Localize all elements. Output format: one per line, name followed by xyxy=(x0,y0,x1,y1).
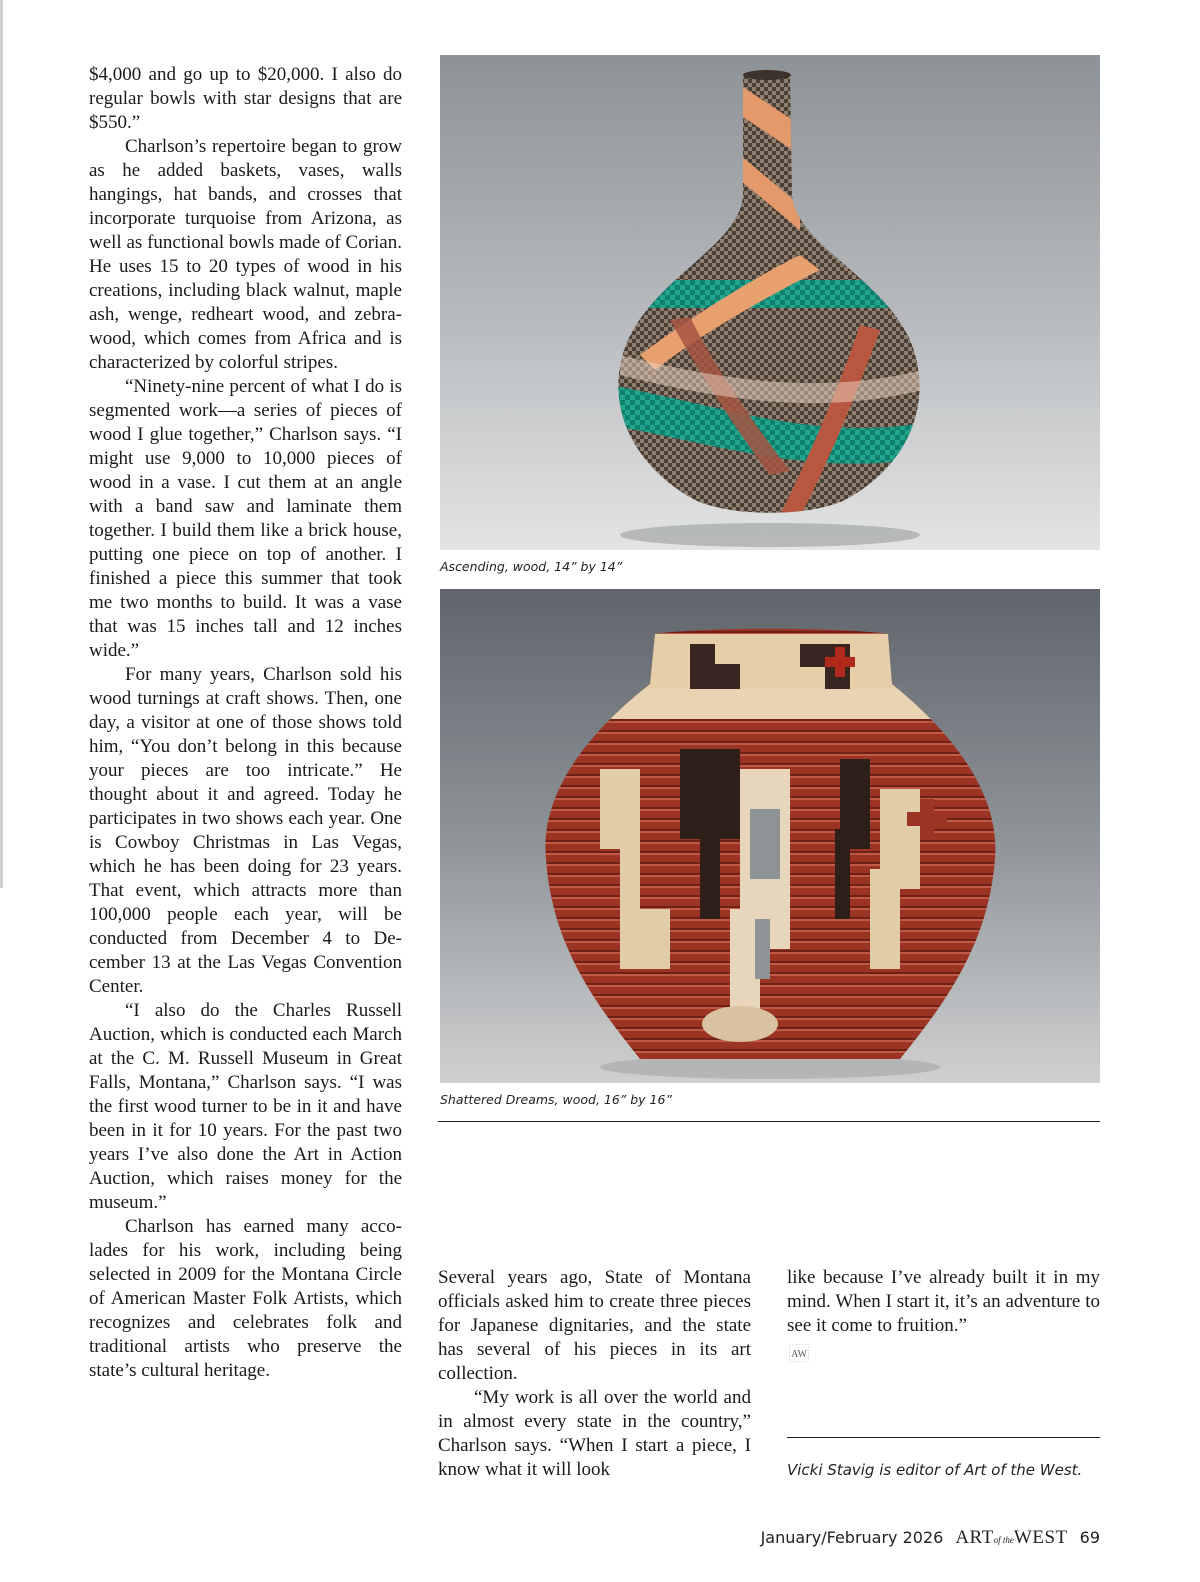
magazine-name-part: of the xyxy=(993,1535,1014,1545)
paragraph: Charlson’s repertoire began to grow as he added baskets, vases, walls hangings, hat bands, and crosses that incorporate turquoise from Arizona, as well as functional bowls made of Corian. He uses 15 to 20 types of wood in his creations, including black walnut, maple ash, wenge, redheart wood, and zebrawood, which comes from Africa and is characterized by colorful stripes. xyxy=(89,136,402,373)
paragraph: “I also do the Charles Russell Auction, which is conducted each March at the C. M. Russell Museum in Great Falls, Montana,” Charlson says. “I was the first wood turner to be in it and have been in it for 10 years. For the past two years I’ve also done the Art in Action Auction, which raises money for the museum.” xyxy=(89,1000,402,1213)
svg-text:AW: AW xyxy=(791,1349,807,1360)
page-edge xyxy=(0,0,3,888)
paragraph: “Ninety-nine percent of what I do is segmented work—a series of pieces of wood I glue together,” Charlson says. “I might use 9,000 to 10,000 pieces of wood in a vase. I cut them at an angle with a band saw and laminate them together. I build them like a brick house, putting one piece on top of another. I finished a piece this summer that took me two months to build. It was a vase that was 15 inches tall and 12 inches wide.” xyxy=(89,376,402,661)
paragraph: For many years, Charlson sold his wood turnings at craft shows. Then, one day, a visitor at one of those shows told him, “You don’t belong in this because your pieces are too intricate.” He thought about it and agreed. Today he participates in two shows each year. One is Cowboy Christmas in Las Vegas, which he has been doing for 23 years. That event, which attracts more than 100,000 people each year, will be conducted from December 4 to December 13 at the Las Vegas Convention Center. xyxy=(89,664,402,997)
author-byline: Vicki Stavig is editor of Art of the West. xyxy=(787,1461,1083,1479)
issue-date: January/February 2026 xyxy=(760,1528,944,1547)
paragraph: $4,000 and go up to $20,000. I also do regular bowls with star designs that are $550.” xyxy=(89,64,402,133)
page-footer xyxy=(761,1527,1100,1549)
paragraph: Several years ago, State of Montana officials asked him to create three pieces for Japanese dignitaries, and the state has several of his pieces in its art collection. xyxy=(438,1267,751,1384)
photo-caption: Shattered Dreams, wood, 16” by 16” xyxy=(440,1092,672,1107)
byline-divider xyxy=(787,1437,1100,1438)
article-column-2 xyxy=(438,1266,751,1482)
end-mark-icon xyxy=(789,1344,809,1362)
photo-ascending-vase xyxy=(440,55,1100,550)
magazine-name-part: ART xyxy=(955,1527,994,1548)
paragraph: like because I’ve already built it in my mind. When I start it, it’s an adventure to see it come to fruition.” xyxy=(787,1267,1100,1336)
paragraph: Charlson has earned many accolades for his work, including being selected in 2009 for the Montana Circle of American Master Folk Artists, which recognizes and celebrates folk and traditional artists who preserve the state’s cultural heritage. xyxy=(89,1216,402,1381)
photo-shattered-dreams-vessel xyxy=(440,589,1100,1083)
paragraph: “My work is all over the world and in almost every state in the country,” Charlson says. “When I start a piece, I know what it will look xyxy=(438,1387,751,1480)
section-divider xyxy=(438,1121,1100,1122)
article-column-3 xyxy=(787,1266,1100,1369)
article-column-1 xyxy=(89,63,402,1383)
magazine-name-part: WEST xyxy=(1013,1527,1068,1548)
photo-caption: Ascending, wood, 14” by 14” xyxy=(440,559,623,574)
page-number: 69 xyxy=(1079,1528,1100,1547)
magazine-name xyxy=(955,1527,1067,1549)
